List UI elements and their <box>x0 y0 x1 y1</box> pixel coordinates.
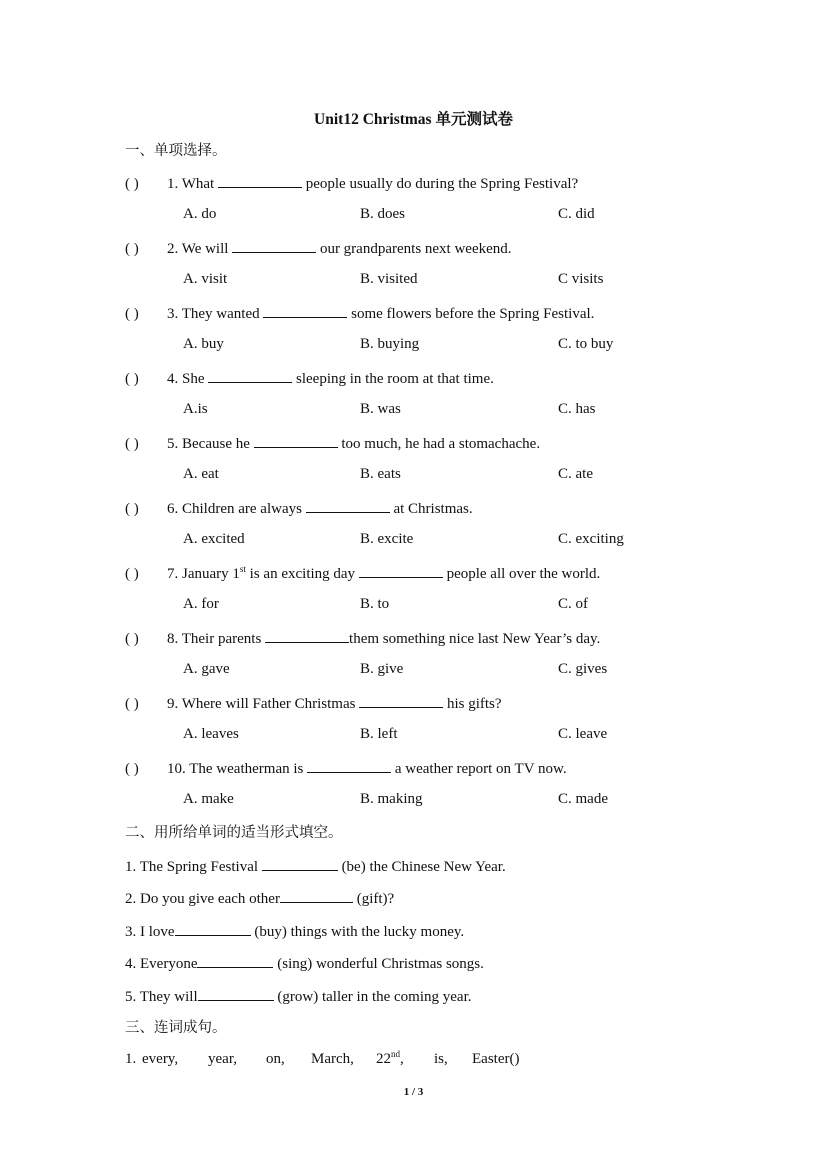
option-a[interactable]: A. eat <box>183 466 219 482</box>
option-c[interactable]: C. has <box>558 401 596 417</box>
option-a[interactable]: A. gave <box>183 661 230 677</box>
option-c[interactable]: C. made <box>558 791 608 807</box>
question-3: ( ) 3. They wanted some flowers before the Spring Festival. <box>125 303 594 323</box>
option-b[interactable]: B. buying <box>360 336 420 352</box>
option-b[interactable]: B. give <box>360 661 404 677</box>
option-c[interactable]: C. of <box>558 596 588 612</box>
page-number: 1 / 3 <box>403 1086 424 1098</box>
answer-blank[interactable] <box>306 498 390 513</box>
answer-paren[interactable]: ( ) <box>125 306 139 322</box>
option-b[interactable]: B. was <box>360 401 401 417</box>
fill-item-1: 1. The Spring Festival (be) the Chinese New Year. <box>125 856 506 876</box>
option-a[interactable]: A. buy <box>183 336 224 352</box>
question-10: ( ) 10. The weatherman is a weather report on TV now. <box>125 758 567 778</box>
option-c[interactable]: C. gives <box>558 661 608 677</box>
question-6: ( ) 6. Children are always at Christmas. <box>125 498 473 518</box>
question-7: ( ) 7. January 1st is an exciting day people all over the world. <box>125 564 601 582</box>
question-9: ( ) 9. Where will Father Christmas his gifts? <box>125 693 502 713</box>
option-c[interactable]: C. exciting <box>558 531 624 547</box>
option-b[interactable]: B. excite <box>360 531 414 547</box>
option-a[interactable]: A. do <box>183 206 217 222</box>
word: 22nd, <box>376 1049 404 1067</box>
answer-paren[interactable]: ( ) <box>125 436 139 452</box>
section-2-heading: 二、用所给单词的适当形式填空。 <box>125 825 343 841</box>
option-a[interactable]: A. leaves <box>183 726 239 742</box>
option-b[interactable]: B. does <box>360 206 405 222</box>
option-c[interactable]: C. ate <box>558 466 593 482</box>
option-a[interactable]: A. excited <box>183 531 245 547</box>
answer-paren[interactable]: ( ) <box>125 176 139 192</box>
answer-blank[interactable] <box>198 986 274 1001</box>
answer-blank[interactable] <box>307 758 391 773</box>
option-b[interactable]: B. eats <box>360 466 401 482</box>
answer-paren[interactable]: ( ) <box>125 501 139 517</box>
answer-blank[interactable] <box>197 953 273 968</box>
fill-item-4: 4. Everyone (sing) wonderful Christmas songs. <box>125 953 484 973</box>
option-a[interactable]: A. make <box>183 791 234 807</box>
answer-paren[interactable]: ( ) <box>125 566 139 582</box>
word: on, <box>266 1051 285 1067</box>
word: March, <box>311 1051 354 1067</box>
answer-blank[interactable] <box>265 628 349 643</box>
option-c[interactable]: C. did <box>558 206 595 222</box>
answer-blank[interactable] <box>262 856 338 871</box>
page-title: Unit12 Christmas 单元测试卷 <box>314 111 513 128</box>
answer-blank[interactable] <box>280 888 353 903</box>
option-a[interactable]: A. visit <box>183 271 228 287</box>
fill-item-5: 5. They will (grow) taller in the coming year. <box>125 986 472 1006</box>
option-b[interactable]: B. left <box>360 726 398 742</box>
word: is, <box>434 1051 448 1067</box>
section-3-heading: 三、连词成句。 <box>125 1020 227 1036</box>
answer-blank[interactable] <box>218 173 302 188</box>
answer-blank[interactable] <box>175 921 251 936</box>
answer-blank[interactable] <box>263 303 347 318</box>
option-b[interactable]: B. to <box>360 596 390 612</box>
fill-item-3: 3. I love (buy) things with the lucky money. <box>125 921 464 941</box>
option-c[interactable]: C. leave <box>558 726 608 742</box>
question-8: ( ) 8. Their parents them something nice last New Year’s day. <box>125 628 600 648</box>
answer-paren[interactable]: ( ) <box>125 241 139 257</box>
option-b[interactable]: B. making <box>360 791 423 807</box>
answer-paren[interactable]: ( ) <box>125 761 139 777</box>
answer-blank[interactable] <box>359 693 443 708</box>
word: Easter() <box>472 1051 520 1067</box>
word: every, <box>142 1051 179 1067</box>
option-c[interactable]: C visits <box>558 271 604 287</box>
answer-blank[interactable] <box>232 238 316 253</box>
answer-blank[interactable] <box>254 433 338 448</box>
word: year, <box>208 1051 237 1067</box>
answer-paren[interactable]: ( ) <box>125 631 139 647</box>
question-2: ( ) 2. We will our grandparents next weekend. <box>125 238 512 258</box>
option-b[interactable]: B. visited <box>360 271 418 287</box>
answer-paren[interactable]: ( ) <box>125 696 139 712</box>
question-4: ( ) 4. She sleeping in the room at that time. <box>125 368 494 388</box>
option-a[interactable]: A. for <box>183 596 219 612</box>
question-5: ( ) 5. Because he too much, he had a stomachache. <box>125 433 540 453</box>
section-1-heading: 一、单项选择。 <box>125 143 227 159</box>
option-c[interactable]: C. to buy <box>558 336 614 352</box>
question-1: ( ) 1. What people usually do during the Spring Festival? <box>125 173 578 193</box>
answer-paren[interactable]: ( ) <box>125 371 139 387</box>
word-order-item-1: 1. <box>125 1051 137 1067</box>
answer-blank[interactable] <box>359 563 443 578</box>
fill-item-2: 2. Do you give each other (gift)? <box>125 888 394 908</box>
answer-blank[interactable] <box>208 368 292 383</box>
option-a[interactable]: A.is <box>183 401 208 417</box>
